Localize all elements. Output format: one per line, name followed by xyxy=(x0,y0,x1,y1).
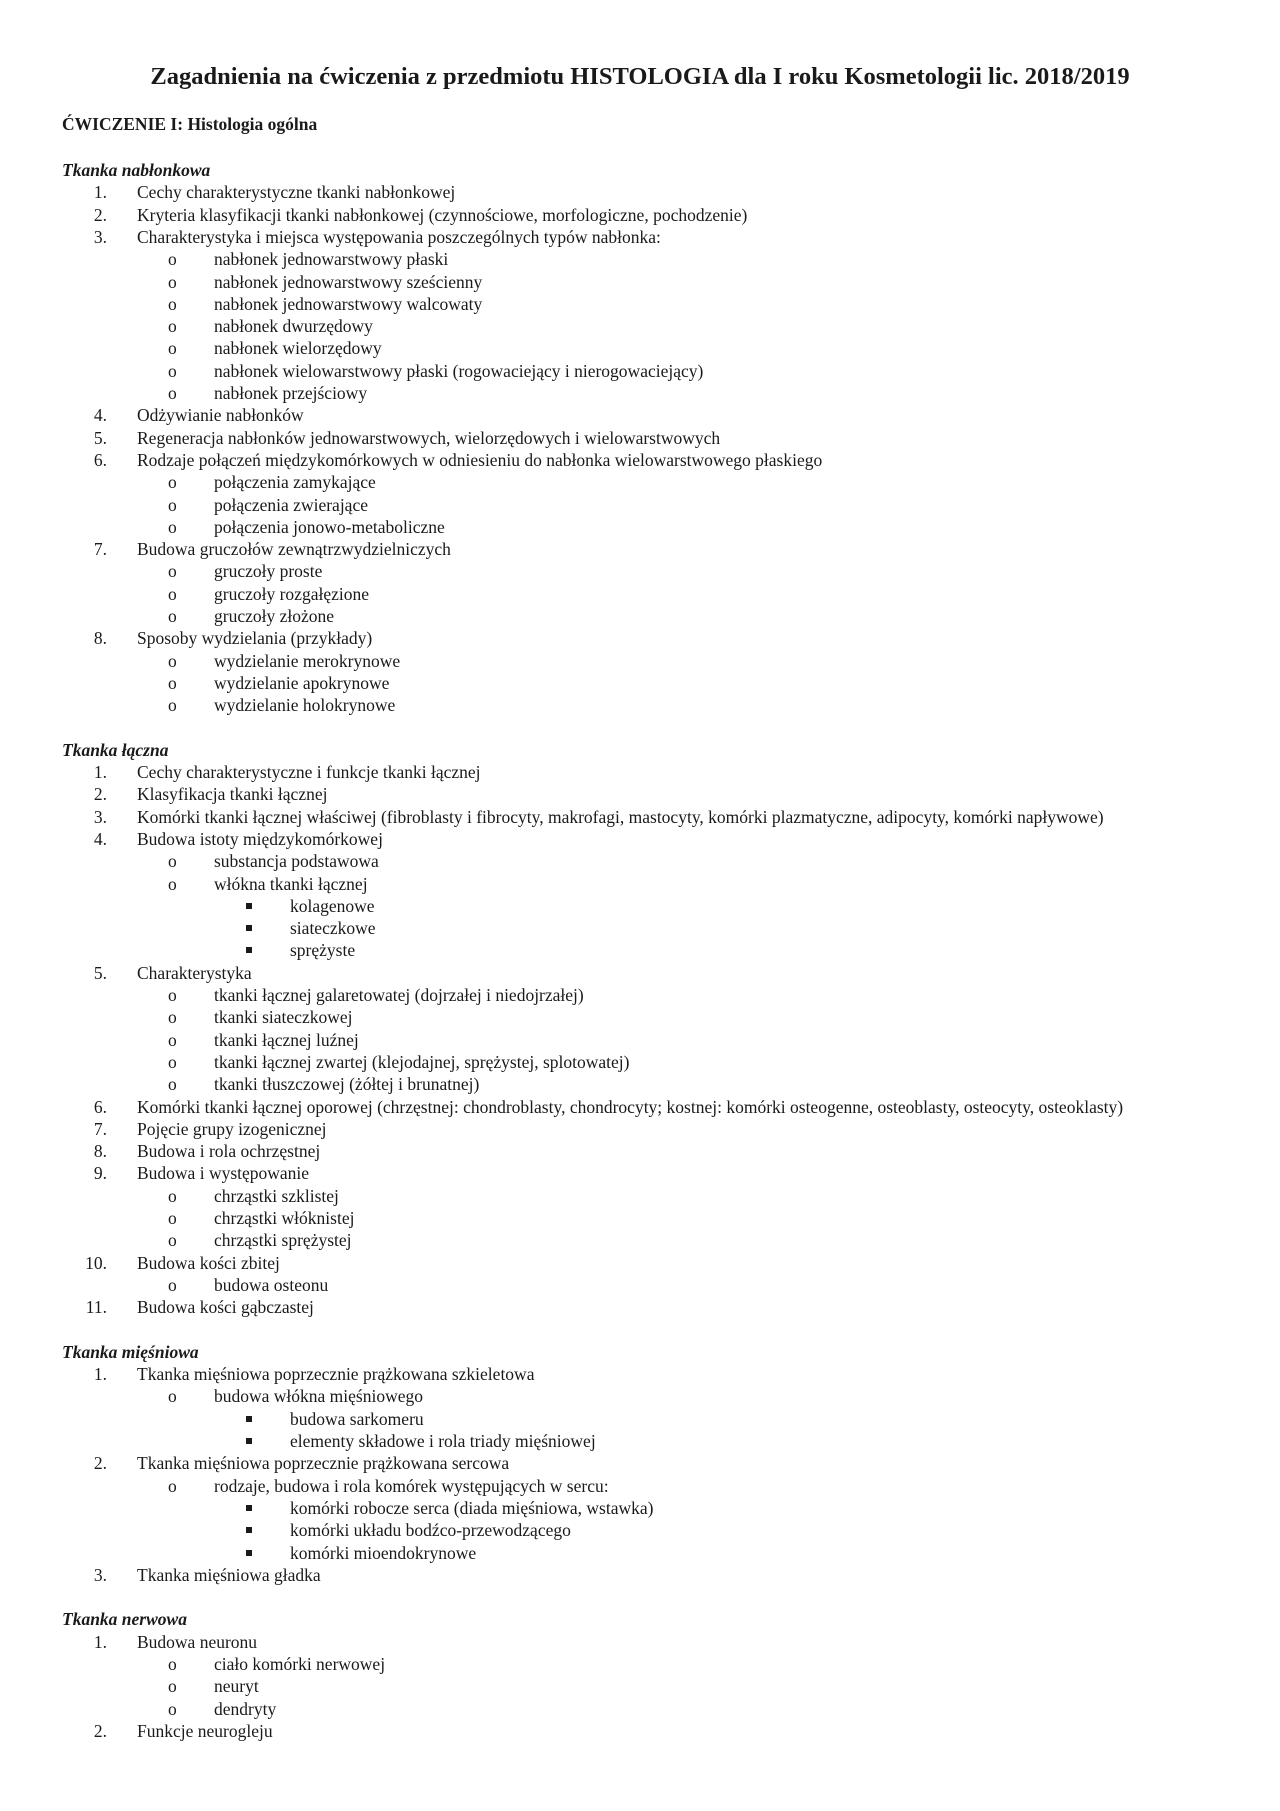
item-text: połączenia zamykające xyxy=(214,472,376,492)
item-number: 1. xyxy=(93,762,107,782)
circle-bullet-icon: o xyxy=(168,851,177,871)
item-text: siateczkowe xyxy=(290,918,376,938)
item-number: 3. xyxy=(93,227,107,247)
item-text: neuryt xyxy=(214,1676,259,1696)
item-text: Komórki tkanki łącznej oporowej (chrzęstnej: chondroblasty, chondrocyty; kostnej: komórki osteogenne, osteoblasty, osteocyty, osteoklasty) xyxy=(137,1097,1124,1117)
circle-bullet-icon: o xyxy=(168,294,177,314)
item-text: nabłonek jednowarstwowy walcowaty xyxy=(214,294,483,314)
item-text: Charakterystyka i miejsca występowania poszczególnych typów nabłonka: xyxy=(137,227,661,247)
item-number: 8. xyxy=(93,628,107,648)
item-text: wydzielanie holokrynowe xyxy=(214,695,396,715)
item-text: Tkanka mięśniowa gładka xyxy=(137,1565,321,1585)
section-heading: Tkanka nerwowa xyxy=(62,1609,187,1629)
circle-bullet-icon: o xyxy=(168,1386,177,1406)
item-text: połączenia jonowo-metaboliczne xyxy=(214,517,445,537)
item-text: nabłonek przejściowy xyxy=(214,383,368,403)
circle-bullet-icon: o xyxy=(168,383,177,403)
item-text: Odżywianie nabłonków xyxy=(137,405,304,425)
circle-bullet-icon: o xyxy=(168,1476,177,1496)
item-text: Regeneracja nabłonków jednowarstwowych, wielorzędowych i wielowarstwowych xyxy=(137,428,721,448)
circle-bullet-icon: o xyxy=(168,1275,177,1295)
item-number: 4. xyxy=(93,829,107,849)
item-text: Klasyfikacja tkanki łącznej xyxy=(137,784,328,804)
item-text: nabłonek dwurzędowy xyxy=(214,316,373,336)
square-bullet-icon xyxy=(246,925,252,931)
item-number: 4. xyxy=(93,405,107,425)
item-number: 3. xyxy=(93,807,107,827)
item-number: 6. xyxy=(93,1097,107,1117)
item-text: Budowa kości zbitej xyxy=(137,1253,280,1273)
item-text: budowa włókna mięśniowego xyxy=(214,1386,423,1406)
circle-bullet-icon: o xyxy=(168,1699,177,1719)
item-text: Budowa i rola ochrzęstnej xyxy=(137,1141,321,1161)
circle-bullet-icon: o xyxy=(168,316,177,336)
item-text: Kryteria klasyfikacji tkanki nabłonkowej (czynnościowe, morfologiczne, pochodzenie) xyxy=(137,205,748,225)
circle-bullet-icon: o xyxy=(168,874,177,894)
item-text: tkanki łącznej zwartej (klejodajnej, sprężystej, splotowatej) xyxy=(214,1052,630,1072)
item-number: 2. xyxy=(93,1453,107,1473)
item-text: Budowa istoty międzykomórkowej xyxy=(137,829,383,849)
circle-bullet-icon: o xyxy=(168,1208,177,1228)
item-text: substancja podstawowa xyxy=(214,851,379,871)
item-text: komórki robocze serca (diada mięśniowa, wstawka) xyxy=(290,1498,654,1518)
circle-bullet-icon: o xyxy=(168,606,177,626)
item-text: ciało komórki nerwowej xyxy=(214,1654,386,1674)
section-heading: Tkanka nabłonkowa xyxy=(62,160,211,180)
circle-bullet-icon: o xyxy=(168,584,177,604)
item-number: 1. xyxy=(93,1364,107,1384)
exercise-heading: ĆWICZENIE I: Histologia ogólna xyxy=(62,114,318,134)
circle-bullet-icon: o xyxy=(168,1230,177,1250)
circle-bullet-icon: o xyxy=(168,651,177,671)
square-bullet-icon xyxy=(246,1505,252,1511)
document-title: Zagadnienia na ćwiczenia z przedmiotu HISTOLOGIA dla I roku Kosmetologii lic. 2018/2019 xyxy=(150,63,1130,90)
item-number: 7. xyxy=(93,1119,107,1139)
item-text: tkanki łącznej luźnej xyxy=(214,1030,359,1050)
item-text: tkanki tłuszczowej (żółtej i brunatnej) xyxy=(214,1074,480,1094)
item-text: Funkcje neurogleju xyxy=(137,1721,273,1741)
item-text: Tkanka mięśniowa poprzecznie prążkowana szkieletowa xyxy=(137,1364,535,1384)
circle-bullet-icon: o xyxy=(168,1074,177,1094)
circle-bullet-icon: o xyxy=(168,1030,177,1050)
square-bullet-icon xyxy=(246,903,252,909)
item-number: 2. xyxy=(93,205,107,225)
item-text: nabłonek jednowarstwowy płaski xyxy=(214,249,449,269)
circle-bullet-icon: o xyxy=(168,673,177,693)
item-text: Budowa i występowanie xyxy=(137,1163,310,1183)
item-number: 10. xyxy=(85,1253,107,1273)
item-text: Rodzaje połączeń międzykomórkowych w odniesieniu do nabłonka wielowarstwowego płaskiego xyxy=(137,450,823,470)
item-text: nabłonek jednowarstwowy sześcienny xyxy=(214,272,483,292)
circle-bullet-icon: o xyxy=(168,1186,177,1206)
square-bullet-icon xyxy=(246,1527,252,1533)
item-text: gruczoły rozgałęzione xyxy=(214,584,369,604)
circle-bullet-icon: o xyxy=(168,495,177,515)
square-bullet-icon xyxy=(246,1416,252,1422)
item-text: połączenia zwierające xyxy=(214,495,368,515)
item-number: 7. xyxy=(93,539,107,559)
circle-bullet-icon: o xyxy=(168,1052,177,1072)
item-text: Tkanka mięśniowa poprzecznie prążkowana sercowa xyxy=(137,1453,510,1473)
item-text: budowa osteonu xyxy=(214,1275,329,1295)
item-text: rodzaje, budowa i rola komórek występujących w sercu: xyxy=(214,1476,609,1496)
circle-bullet-icon: o xyxy=(168,1654,177,1674)
item-text: Charakterystyka xyxy=(137,963,252,983)
circle-bullet-icon: o xyxy=(168,472,177,492)
circle-bullet-icon: o xyxy=(168,249,177,269)
circle-bullet-icon: o xyxy=(168,1676,177,1696)
item-text: Pojęcie grupy izogenicznej xyxy=(137,1119,327,1139)
item-text: wydzielanie apokrynowe xyxy=(214,673,390,693)
section-heading: Tkanka łączna xyxy=(62,740,169,760)
item-number: 2. xyxy=(93,784,107,804)
item-text: Budowa neuronu xyxy=(137,1632,258,1652)
item-text: elementy składowe i rola triady mięśniowej xyxy=(290,1431,596,1451)
item-text: dendryty xyxy=(214,1699,277,1719)
item-text: chrząstki sprężystej xyxy=(214,1230,352,1250)
item-text: włókna tkanki łącznej xyxy=(214,874,368,894)
circle-bullet-icon: o xyxy=(168,361,177,381)
square-bullet-icon xyxy=(246,947,252,953)
item-text: nabłonek wielowarstwowy płaski (rogowaciejący i nierogowaciejący) xyxy=(214,361,704,381)
item-text: tkanki siateczkowej xyxy=(214,1007,353,1027)
item-text: budowa sarkomeru xyxy=(290,1409,424,1429)
item-text: Cechy charakterystyczne i funkcje tkanki łącznej xyxy=(137,762,481,782)
circle-bullet-icon: o xyxy=(168,985,177,1005)
item-text: Budowa gruczołów zewnątrzwydzielniczych xyxy=(137,539,451,559)
circle-bullet-icon: o xyxy=(168,1007,177,1027)
item-text: chrząstki włóknistej xyxy=(214,1208,355,1228)
circle-bullet-icon: o xyxy=(168,338,177,358)
item-text: Budowa kości gąbczastej xyxy=(137,1297,314,1317)
circle-bullet-icon: o xyxy=(168,272,177,292)
item-number: 6. xyxy=(93,450,107,470)
item-number: 1. xyxy=(93,182,107,202)
item-text: nabłonek wielorzędowy xyxy=(214,338,382,358)
item-number: 1. xyxy=(93,1632,107,1652)
item-text: kolagenowe xyxy=(290,896,375,916)
circle-bullet-icon: o xyxy=(168,561,177,581)
item-text: Cechy charakterystyczne tkanki nabłonkowej xyxy=(137,182,456,202)
item-number: 5. xyxy=(93,428,107,448)
section-heading: Tkanka mięśniowa xyxy=(62,1342,199,1362)
item-text: gruczoły złożone xyxy=(214,606,335,626)
square-bullet-icon xyxy=(246,1550,252,1556)
item-text: wydzielanie merokrynowe xyxy=(214,651,401,671)
item-text: Komórki tkanki łącznej właściwej (fibroblasty i fibrocyty, makrofagi, mastocyty, komórki plazmatyczne, adipocyty, komórki napływowe) xyxy=(137,807,1104,827)
item-number: 3. xyxy=(93,1565,107,1585)
item-text: gruczoły proste xyxy=(214,561,323,581)
item-text: Sposoby wydzielania (przykłady) xyxy=(137,628,373,648)
square-bullet-icon xyxy=(246,1438,252,1444)
item-text: komórki mioendokrynowe xyxy=(290,1543,477,1563)
circle-bullet-icon: o xyxy=(168,517,177,537)
circle-bullet-icon: o xyxy=(168,695,177,715)
item-number: 11. xyxy=(85,1297,107,1317)
item-text: sprężyste xyxy=(290,940,356,960)
item-number: 5. xyxy=(93,963,107,983)
item-text: tkanki łącznej galaretowatej (dojrzałej i niedojrzałej) xyxy=(214,985,584,1005)
item-number: 8. xyxy=(93,1141,107,1161)
item-number: 2. xyxy=(93,1721,107,1741)
item-text: komórki układu bodźco-przewodzącego xyxy=(290,1520,571,1540)
item-text: chrząstki szklistej xyxy=(214,1186,339,1206)
item-number: 9. xyxy=(93,1163,107,1183)
